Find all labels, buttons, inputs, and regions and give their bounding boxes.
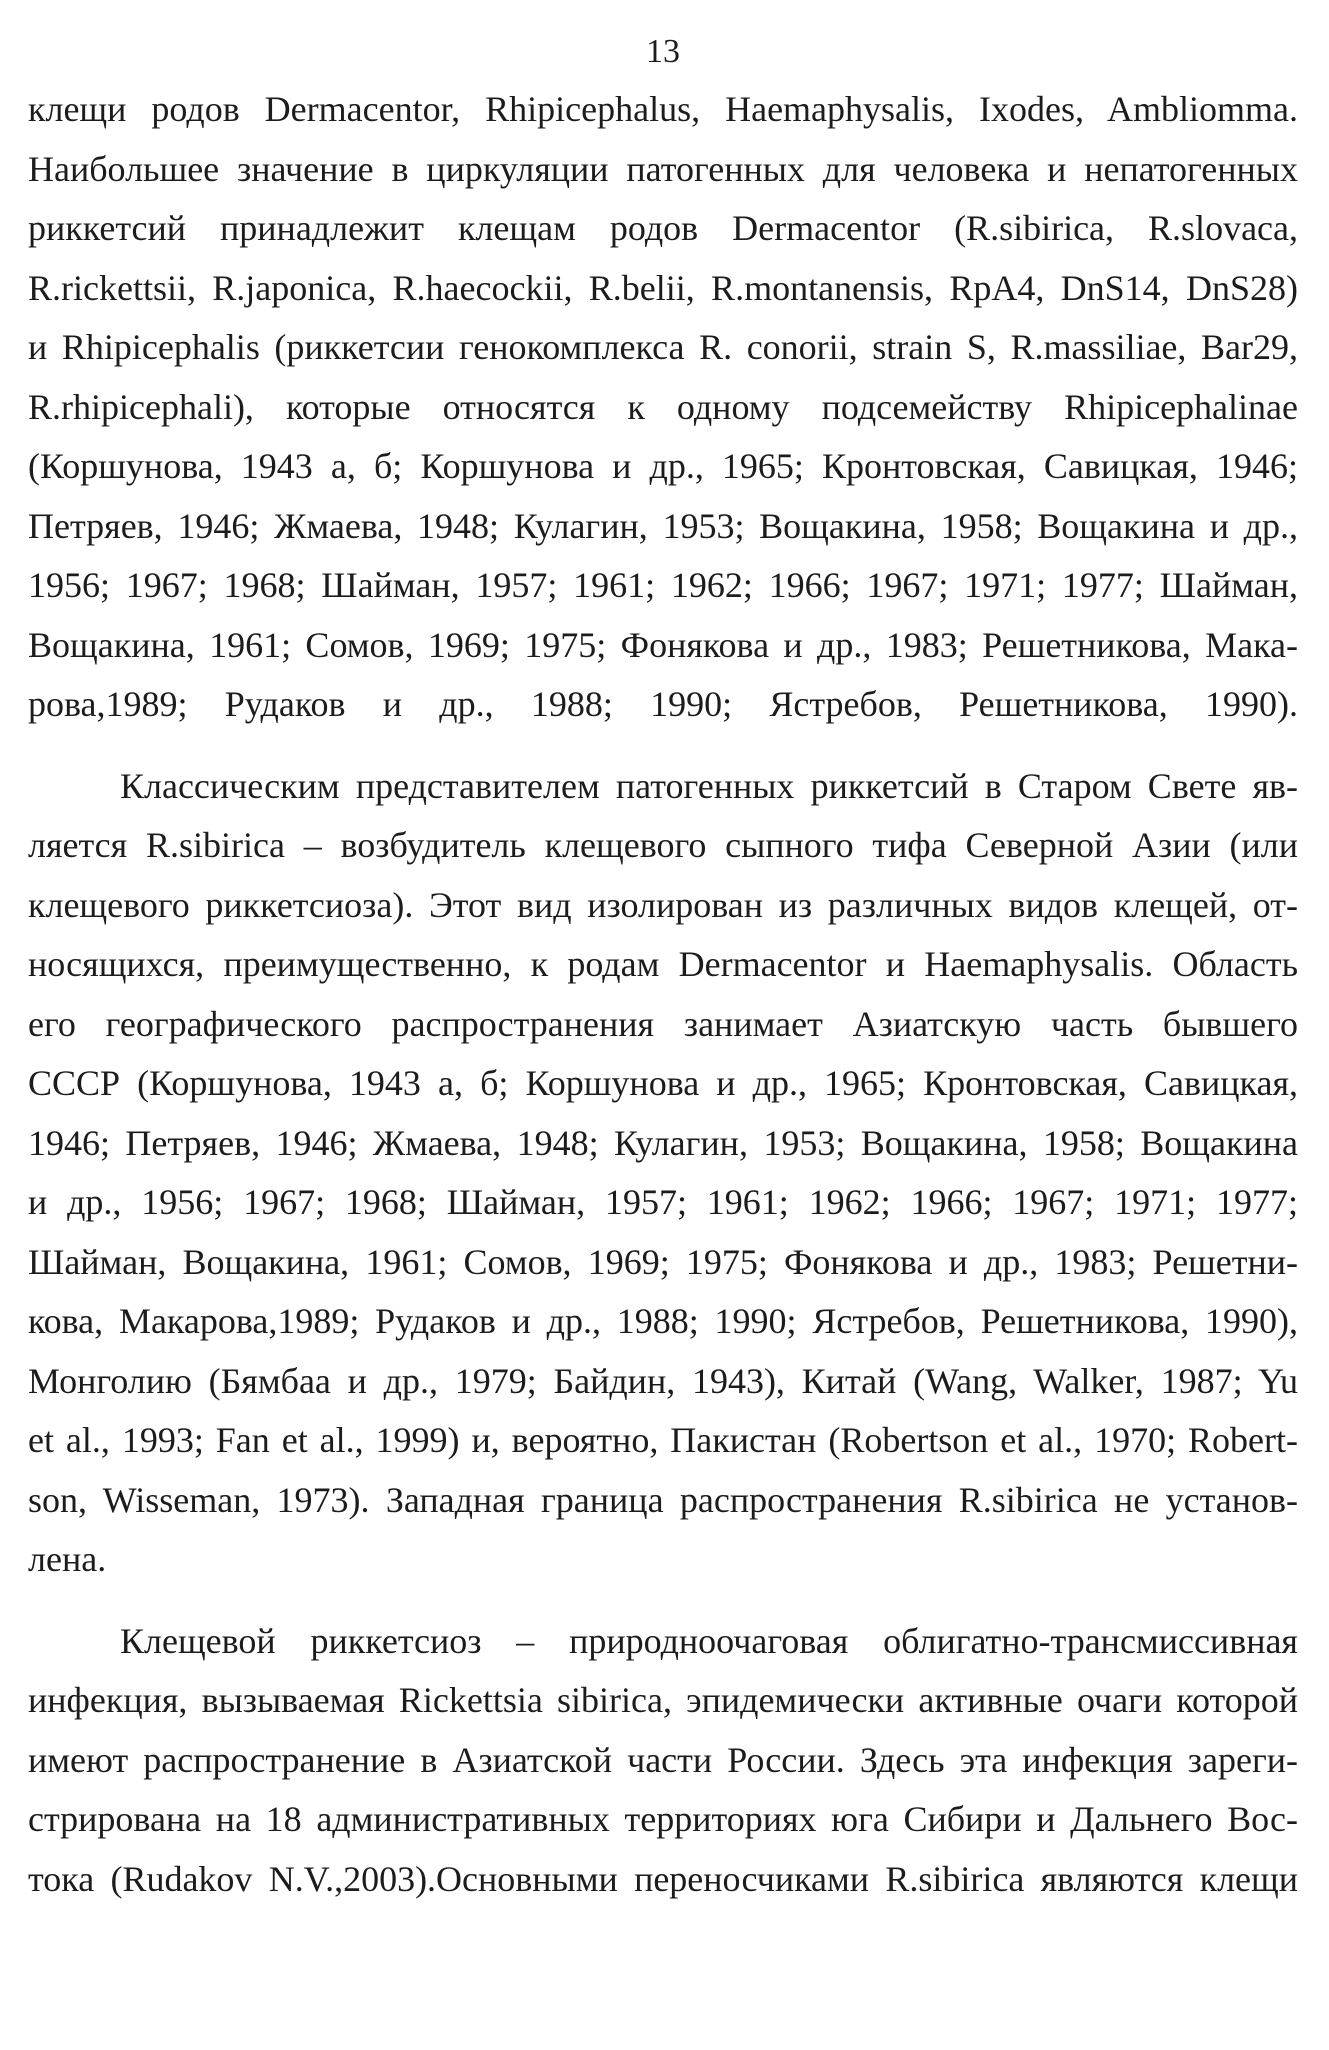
text-line: риккетсий принадлежит клещам родов Dermacentor (R.sibirica, R.slovaca, [28, 208, 1298, 248]
text-line: носящихся, преимущественно, к родам Dermacentor и Haemaphysalis. Область [28, 944, 1298, 984]
text-line: Монголию (Бямбаа и др., 1979; Байдин, 1943), Китай (Wang, Walker, 1987; Yu [28, 1360, 1298, 1401]
text-line: лена. [28, 1539, 107, 1579]
text-line: и др., 1956; 1967; 1968; Шайман, 1957; 1961; 1962; 1966; 1967; 1971; 1977; [28, 1182, 1298, 1222]
text-line: кова, Макарова,1989; Рудаков и др., 1988; 1990; Ястребов, Решетникова, 1990), [28, 1301, 1298, 1341]
text-line: et al., 1993; Fan et al., 1999) и, вероятно, Пакистан (Robertson et al., 1970; Robert- [28, 1420, 1298, 1460]
text-line: Петряев, 1946; Жмаева, 1948; Кулагин, 1953; Вощакина, 1958; Вощакина и др., [28, 505, 1298, 546]
text-line: ляется R.sibirica – возбудитель клещевого сыпного тифа Северной Азии (или [28, 825, 1298, 865]
text-line: Классическим представителем патогенных риккетсий в Старом Свете яв- [120, 765, 1298, 806]
text-line: R.rickettsii, R.japonica, R.haecockii, R.belii, R.montanensis, RpA4, DnS14, DnS28) [28, 267, 1298, 308]
text-line: son, Wisseman, 1973). Западная граница распространения R.sibirica не установ- [28, 1479, 1298, 1520]
text-line: рова,1989; Рудаков и др., 1988; 1990; Ястребов, Решетникова, 1990). [28, 684, 1298, 724]
text-line: имеют распространение в Азиатской части России. Здесь эта инфекция зареги- [28, 1739, 1298, 1780]
document-page [28, 30, 1298, 1909]
text-line: клещевого риккетсиоза). Этот вид изолирован из различных видов клещей, от- [28, 884, 1298, 925]
text-line: 1946; Петряев, 1946; Жмаева, 1948; Кулагин, 1953; Вощакина, 1958; Вощакина [28, 1122, 1298, 1163]
text-line: его географического распространения занимает Азиатскую часть бывшего [28, 1003, 1298, 1044]
text-line: R.rhipicephali), которые относятся к одному подсемейству Rhipicephalinae [28, 386, 1298, 427]
text-line: Наибольшее значение в циркуляции патогенных для человека и непатогенных [28, 148, 1298, 189]
text-line: Клещевой риккетсиоз – природноочаговая облигатно-трансмиссивная [120, 1620, 1298, 1661]
text-line: стрирована на 18 административных территориях юга Сибири и Дальнего Вос- [28, 1799, 1298, 1839]
body-text [28, 80, 1298, 1909]
text-line: тока (Rudakov N.V.,2003).Основными переносчиками R.sibirica являются клещи [28, 1858, 1298, 1899]
text-line: 1956; 1967; 1968; Шайман, 1957; 1961; 1962; 1966; 1967; 1971; 1977; Шайман, [28, 565, 1298, 605]
page-number: 13 [646, 33, 680, 70]
text-line: и Rhipicephalis (риккетсии генокомплекса R. conorii, strain S, R.massiliae, Bar29, [28, 327, 1298, 367]
text-line: Вощакина, 1961; Сомов, 1969; 1975; Фонякова и др., 1983; Решетникова, Мака- [28, 624, 1298, 665]
text-line: Шайман, Вощакина, 1961; Сомов, 1969; 1975; Фонякова и др., 1983; Решетни- [28, 1241, 1298, 1282]
text-line: инфекция, вызываемая Rickettsia sibirica, эпидемически активные очаги которой [28, 1680, 1298, 1720]
paragraph [28, 1612, 1298, 1910]
paragraph [28, 80, 1298, 735]
paragraph [28, 757, 1298, 1590]
text-line: клещи родов Dermacentor, Rhipicephalus, Haemaphysalis, Ixodes, Ambliomma. [28, 89, 1298, 129]
text-line: СССР (Коршунова, 1943 а, б; Коршунова и др., 1965; Кронтовская, Савицкая, [28, 1063, 1298, 1103]
text-line: (Коршунова, 1943 а, б; Коршунова и др., 1965; Кронтовская, Савицкая, 1946; [28, 446, 1298, 486]
